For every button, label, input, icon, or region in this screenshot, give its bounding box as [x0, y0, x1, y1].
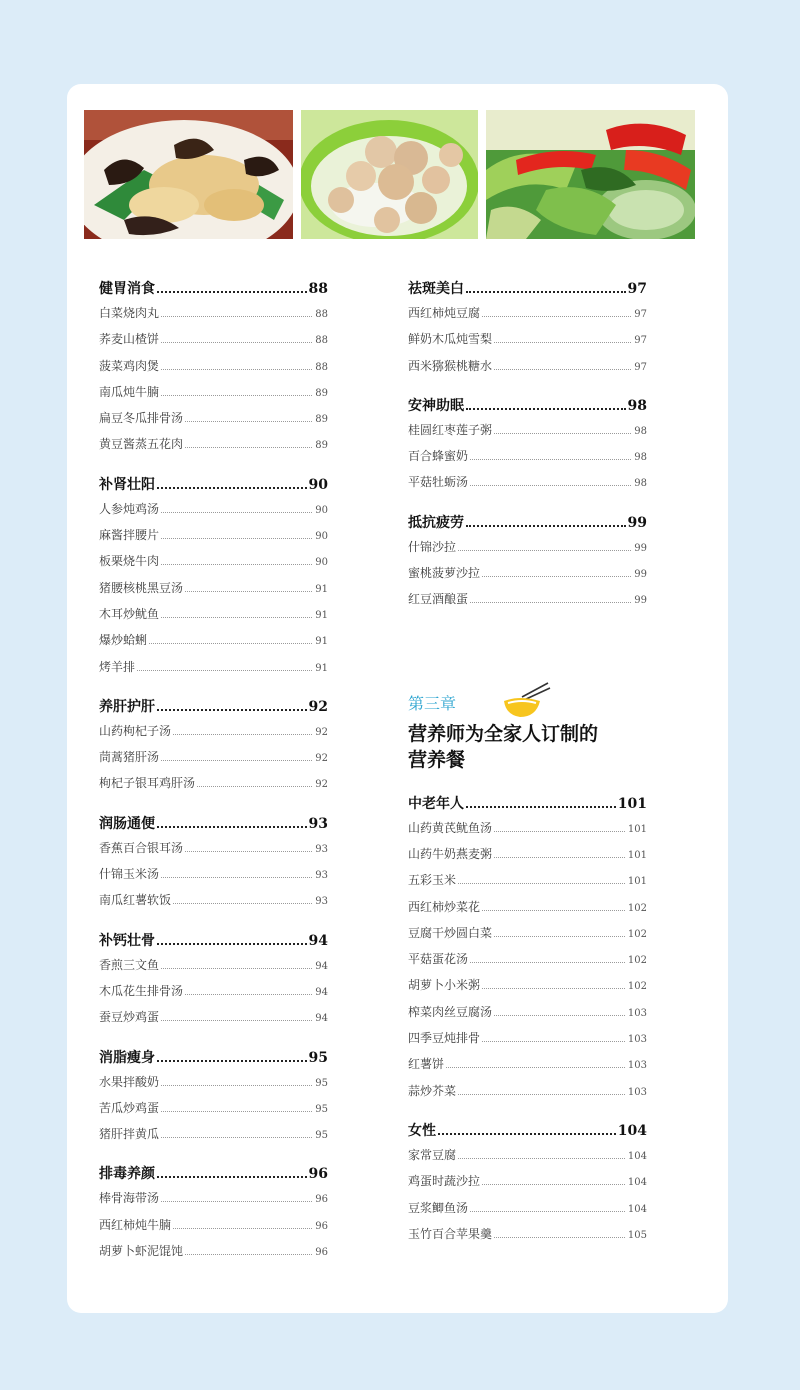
- entry-page-number: 104: [627, 1203, 647, 1215]
- toc-entry[interactable]: [408, 564, 647, 590]
- chapter-heading: [408, 691, 647, 773]
- entry-page-number: 97: [634, 361, 647, 373]
- entry-page-number: 105: [627, 1229, 647, 1241]
- section-title: 安神助眠: [408, 397, 464, 414]
- stir-fried-chicken-photo: [84, 110, 293, 239]
- section-page-number: 96: [308, 1166, 328, 1183]
- entry-title: 豆腐干炒圆白菜: [408, 925, 493, 940]
- entry-page-number: 98: [634, 425, 647, 437]
- entry-page-number: 96: [315, 1247, 328, 1259]
- toc-entry[interactable]: [99, 409, 328, 435]
- toc-entry[interactable]: [99, 1125, 328, 1151]
- dot-leader: [446, 1067, 625, 1068]
- entry-title: 山药枸杞子汤: [99, 723, 172, 738]
- dot-leader: [157, 291, 307, 293]
- toc-entry[interactable]: [99, 658, 328, 684]
- toc-entry[interactable]: [99, 631, 328, 657]
- dot-leader: [157, 826, 307, 828]
- entry-title: 胡萝卜虾泥馄饨: [99, 1244, 184, 1259]
- toc-entry[interactable]: [408, 898, 647, 924]
- toc-section-heading[interactable]: [408, 278, 647, 304]
- entry-title: 鲜奶木瓜炖雪梨: [408, 332, 493, 347]
- section-page-number: 93: [308, 815, 328, 832]
- entry-page-number: 101: [627, 876, 647, 888]
- entry-title: 五彩玉米: [408, 873, 457, 888]
- entry-page-number: 95: [315, 1103, 328, 1115]
- dot-leader: [494, 342, 631, 343]
- entry-page-number: 101: [627, 849, 647, 861]
- entry-page-number: 90: [315, 504, 328, 516]
- toc-entry[interactable]: [408, 1029, 647, 1055]
- entry-page-number: 102: [627, 955, 647, 967]
- toc-entry[interactable]: [408, 1146, 647, 1172]
- toc-entry[interactable]: [99, 357, 328, 383]
- entry-title: 麻酱拌腰片: [99, 528, 160, 543]
- section-title: 健胃消食: [99, 281, 155, 297]
- dot-leader: [494, 936, 625, 937]
- entry-page-number: 102: [627, 928, 647, 940]
- dot-leader: [494, 831, 625, 832]
- entry-page-number: 93: [315, 843, 328, 855]
- entry-title: 枸杞子银耳鸡肝汤: [99, 776, 196, 791]
- toc-section-heading[interactable]: [99, 278, 328, 304]
- dot-leader: [466, 408, 626, 410]
- section-title: 补钙壮骨: [99, 932, 155, 949]
- entry-page-number: 103: [627, 1007, 647, 1019]
- entry-title: 菠菜鸡肉煲: [99, 358, 160, 373]
- entry-page-number: 103: [627, 1034, 647, 1046]
- dot-leader: [185, 421, 312, 422]
- section-title: 润肠通便: [99, 815, 155, 832]
- dot-leader: [161, 1085, 312, 1086]
- entry-page-number: 104: [627, 1150, 647, 1162]
- entry-title: 蚕豆炒鸡蛋: [99, 1010, 160, 1025]
- dot-leader: [161, 316, 312, 317]
- entry-title: 玉竹百合苹果羹: [408, 1226, 493, 1241]
- entry-page-number: 94: [315, 986, 328, 998]
- dot-leader: [161, 1201, 312, 1202]
- dot-leader: [482, 910, 625, 911]
- dot-leader: [470, 485, 631, 486]
- chapter-number: 第三章: [408, 693, 457, 713]
- toc-section-heading[interactable]: [408, 1120, 647, 1146]
- dot-leader: [161, 395, 312, 396]
- section-page-number: 92: [308, 698, 328, 715]
- toc-entry[interactable]: [408, 1055, 647, 1081]
- entry-page-number: 94: [315, 1013, 328, 1025]
- entry-title: 胡萝卜小米粥: [408, 978, 481, 993]
- toc-entry[interactable]: [99, 1189, 328, 1215]
- toc-entry[interactable]: [408, 304, 647, 330]
- entry-title: 香蕉百合银耳汤: [99, 840, 184, 855]
- toc-entry[interactable]: [99, 1242, 328, 1268]
- entry-title: 白菜烧肉丸: [99, 306, 160, 320]
- dot-leader: [470, 602, 631, 603]
- entry-title: 榨菜肉丝豆腐汤: [408, 1004, 493, 1019]
- toc-entry[interactable]: [408, 924, 647, 950]
- toc-entry[interactable]: [99, 526, 328, 552]
- toc-entry[interactable]: [408, 590, 647, 616]
- entry-title: 红豆酒酿蛋: [408, 592, 469, 607]
- dot-leader: [494, 369, 631, 370]
- dot-leader: [173, 903, 312, 904]
- dot-leader: [161, 617, 312, 618]
- entry-page-number: 98: [634, 478, 647, 490]
- toc-entry[interactable]: [408, 950, 647, 976]
- entry-title: 荞麦山楂饼: [99, 332, 160, 347]
- entry-page-number: 102: [627, 981, 647, 993]
- entry-title: 黄豆酱蒸五花肉: [99, 437, 184, 452]
- dot-leader: [482, 576, 631, 577]
- toc-entry[interactable]: [99, 891, 328, 917]
- entry-title: 豆浆鲫鱼汤: [408, 1200, 469, 1215]
- entry-title: 桂圆红枣莲子粥: [408, 422, 493, 437]
- entry-page-number: 91: [315, 583, 328, 595]
- entry-page-number: 99: [634, 542, 647, 554]
- noodle-bowl-icon: [500, 681, 554, 721]
- section-title: 排毒养颜: [99, 1166, 155, 1183]
- toc-section-heading[interactable]: [99, 1047, 328, 1073]
- toc-entry[interactable]: [408, 976, 647, 1002]
- entry-page-number: 97: [634, 309, 647, 320]
- toc-entry[interactable]: [99, 748, 328, 774]
- toc-entry[interactable]: [99, 1099, 328, 1125]
- dot-leader: [157, 487, 307, 489]
- entry-title: 茼蒿猪肝汤: [99, 750, 160, 765]
- entry-title: 爆炒蛤蜊: [99, 633, 148, 648]
- entry-page-number: 99: [634, 595, 647, 607]
- entry-title: 扁豆冬瓜排骨汤: [99, 411, 184, 426]
- dot-leader: [458, 550, 631, 551]
- entry-page-number: 94: [315, 960, 328, 972]
- dot-leader: [173, 734, 312, 735]
- meatball-soup-photo: [301, 110, 478, 239]
- entry-title: 平菇蛋花汤: [408, 952, 469, 967]
- dot-leader: [466, 291, 626, 293]
- toc-entry[interactable]: [408, 871, 647, 897]
- toc-entry[interactable]: [99, 552, 328, 578]
- dot-leader: [470, 459, 631, 460]
- dot-leader: [161, 1137, 312, 1138]
- dot-leader: [149, 643, 312, 644]
- toc-entry[interactable]: [99, 304, 328, 330]
- entry-page-number: 98: [634, 452, 647, 464]
- entry-page-number: 95: [315, 1077, 328, 1089]
- dot-leader: [470, 1211, 625, 1212]
- entry-page-number: 102: [627, 902, 647, 914]
- section-page-number: 101: [617, 795, 647, 812]
- entry-title: 什锦玉米汤: [99, 867, 160, 882]
- entry-title: 板栗烧牛肉: [99, 554, 160, 569]
- section-page-number: 104: [617, 1122, 647, 1139]
- entry-page-number: 92: [315, 726, 328, 738]
- dot-leader: [137, 670, 312, 671]
- dot-leader: [157, 943, 307, 945]
- toc-section-heading[interactable]: [408, 395, 647, 421]
- stir-fried-vegetables-photo: [486, 110, 695, 239]
- toc-entry[interactable]: [408, 357, 647, 383]
- entry-title: 西米猕猴桃糖水: [408, 358, 493, 373]
- dot-leader: [157, 709, 307, 711]
- toc-section-heading[interactable]: [99, 813, 328, 839]
- entry-title: 西红柿炖豆腐: [408, 306, 481, 320]
- entry-title: 西红柿炖牛腩: [99, 1217, 172, 1232]
- section-title: 祛斑美白: [408, 281, 464, 297]
- entry-page-number: 89: [315, 440, 328, 452]
- toc-entry[interactable]: [99, 1216, 328, 1242]
- dot-leader: [185, 447, 312, 448]
- dot-leader: [185, 994, 312, 995]
- toc-entry[interactable]: [408, 1199, 647, 1225]
- entry-title: 烤羊排: [99, 659, 136, 674]
- dot-leader: [161, 1020, 312, 1021]
- entry-title: 鸡蛋时蔬沙拉: [408, 1174, 481, 1189]
- chapter-title-line2: 营养餐: [408, 748, 466, 771]
- dot-leader: [466, 525, 626, 527]
- entry-title: 木耳炒鱿鱼: [99, 606, 160, 621]
- section-page-number: 94: [308, 932, 328, 949]
- dot-leader: [438, 1133, 616, 1135]
- toc-entry[interactable]: [99, 1008, 328, 1034]
- section-page-number: 98: [627, 397, 647, 414]
- section-page-number: 95: [308, 1049, 328, 1066]
- section-page-number: 97: [627, 281, 647, 297]
- section-page-number: 88: [308, 281, 328, 297]
- entry-page-number: 103: [627, 1060, 647, 1072]
- toc-entry[interactable]: [99, 839, 328, 865]
- toc-entry[interactable]: [99, 383, 328, 409]
- toc-section-heading[interactable]: [99, 1163, 328, 1189]
- entry-page-number: 96: [315, 1194, 328, 1206]
- entry-page-number: 97: [634, 335, 647, 347]
- entry-page-number: 93: [315, 870, 328, 882]
- entry-title: 山药黄芪鱿鱼汤: [408, 820, 493, 835]
- entry-page-number: 91: [315, 609, 328, 621]
- entry-title: 猪肝拌黄瓜: [99, 1127, 160, 1142]
- section-title: 养肝护肝: [99, 698, 155, 715]
- entry-title: 平菇牡蛎汤: [408, 475, 469, 490]
- section-title: 补肾壮阳: [99, 476, 155, 493]
- toc-entry[interactable]: [99, 865, 328, 891]
- dot-leader: [466, 806, 616, 808]
- dot-leader: [482, 1184, 625, 1185]
- dot-leader: [161, 968, 312, 969]
- toc-right-column: [408, 278, 647, 1251]
- dot-leader: [161, 1111, 312, 1112]
- dot-leader: [161, 538, 312, 539]
- chapter-title-line1: 营养师为全家人订制的: [408, 722, 599, 745]
- toc-section-heading[interactable]: [408, 793, 647, 819]
- dot-leader: [161, 342, 312, 343]
- entry-page-number: 90: [315, 531, 328, 543]
- toc-entry[interactable]: [408, 473, 647, 499]
- dot-leader: [458, 883, 625, 884]
- entry-title: 苦瓜炒鸡蛋: [99, 1100, 160, 1115]
- entry-title: 什锦沙拉: [408, 539, 457, 554]
- toc-entry[interactable]: [99, 605, 328, 631]
- section-page-number: 90: [308, 476, 328, 493]
- toc-card: [67, 84, 728, 1313]
- toc-entry[interactable]: [408, 819, 647, 845]
- entry-page-number: 93: [315, 896, 328, 908]
- entry-title: 南瓜红薯软饭: [99, 893, 172, 908]
- entry-title: 红薯饼: [408, 1057, 445, 1072]
- entry-title: 西红柿炒菜花: [408, 899, 481, 914]
- entry-page-number: 88: [315, 309, 328, 320]
- entry-page-number: 89: [315, 414, 328, 426]
- toc-entry[interactable]: [408, 447, 647, 473]
- toc-entry[interactable]: [99, 579, 328, 605]
- entry-page-number: 90: [315, 557, 328, 569]
- dot-leader: [494, 433, 631, 434]
- entry-page-number: 104: [627, 1177, 647, 1189]
- toc-entry[interactable]: [99, 1073, 328, 1099]
- toc-entry[interactable]: [99, 435, 328, 461]
- toc-entry[interactable]: [99, 500, 328, 526]
- dot-leader: [494, 1237, 625, 1238]
- entry-page-number: 91: [315, 636, 328, 648]
- entry-title: 蒜炒芥菜: [408, 1083, 457, 1098]
- entry-page-number: 99: [634, 569, 647, 581]
- toc-entry[interactable]: [99, 982, 328, 1008]
- toc-entry[interactable]: [408, 1082, 647, 1108]
- entry-page-number: 88: [315, 361, 328, 373]
- dot-leader: [161, 564, 312, 565]
- section-title: 中老年人: [408, 795, 464, 812]
- dot-leader: [157, 1176, 307, 1178]
- entry-page-number: 101: [627, 823, 647, 835]
- section-title: 消脂瘦身: [99, 1049, 155, 1066]
- dot-leader: [482, 1041, 625, 1042]
- section-page-number: 99: [627, 514, 647, 531]
- entry-title: 水果拌酸奶: [99, 1074, 160, 1089]
- dot-leader: [185, 591, 312, 592]
- entry-title: 家常豆腐: [408, 1147, 457, 1162]
- dot-leader: [185, 1254, 312, 1255]
- toc-entry[interactable]: [99, 956, 328, 982]
- toc-section-heading[interactable]: [99, 474, 328, 500]
- dot-leader: [161, 760, 312, 761]
- entry-title: 棒骨海带汤: [99, 1191, 160, 1206]
- entry-title: 蜜桃菠萝沙拉: [408, 566, 481, 581]
- toc-entry[interactable]: [408, 1003, 647, 1029]
- entry-title: 山药牛奶燕麦粥: [408, 846, 493, 861]
- entry-page-number: 103: [627, 1086, 647, 1098]
- entry-page-number: 91: [315, 662, 328, 674]
- entry-page-number: 89: [315, 387, 328, 399]
- dot-leader: [482, 316, 631, 317]
- section-title: 女性: [408, 1122, 436, 1139]
- toc-entry[interactable]: [99, 774, 328, 800]
- entry-page-number: 92: [315, 779, 328, 791]
- entry-title: 南瓜炖牛腩: [99, 384, 160, 399]
- entry-page-number: 88: [315, 335, 328, 347]
- dot-leader: [157, 1060, 307, 1062]
- toc-entry[interactable]: [408, 421, 647, 447]
- entry-title: 猪腰核桃黑豆汤: [99, 580, 184, 595]
- dot-leader: [470, 962, 625, 963]
- dot-leader: [161, 369, 312, 370]
- toc-entry[interactable]: [99, 330, 328, 356]
- entry-page-number: 96: [315, 1220, 328, 1232]
- dot-leader: [197, 786, 312, 787]
- entry-title: 香煎三文鱼: [99, 957, 160, 972]
- dot-leader: [494, 1015, 625, 1016]
- toc-entry[interactable]: [99, 722, 328, 748]
- entry-title: 人参炖鸡汤: [99, 501, 160, 516]
- toc-entry[interactable]: [408, 538, 647, 564]
- toc-entry[interactable]: [408, 1172, 647, 1198]
- entry-page-number: 95: [315, 1130, 328, 1142]
- dot-leader: [185, 851, 312, 852]
- toc-entry[interactable]: [408, 330, 647, 356]
- dot-leader: [161, 877, 312, 878]
- entry-title: 百合蜂蜜奶: [408, 449, 469, 464]
- dot-leader: [458, 1094, 625, 1095]
- toc-entry[interactable]: [408, 1225, 647, 1251]
- toc-section-heading[interactable]: [99, 696, 328, 722]
- toc-entry[interactable]: [408, 845, 647, 871]
- entry-title: 四季豆炖排骨: [408, 1031, 481, 1046]
- dot-leader: [161, 512, 312, 513]
- toc-section-heading[interactable]: [408, 512, 647, 538]
- entry-title: 木瓜花生排骨汤: [99, 983, 184, 998]
- section-title: 抵抗疲劳: [408, 514, 464, 531]
- dot-leader: [173, 1228, 312, 1229]
- toc-left-column: [99, 278, 328, 1268]
- toc-section-heading[interactable]: [99, 930, 328, 956]
- dot-leader: [458, 1158, 625, 1159]
- entry-page-number: 92: [315, 753, 328, 765]
- dot-leader: [494, 857, 625, 858]
- dot-leader: [482, 988, 625, 989]
